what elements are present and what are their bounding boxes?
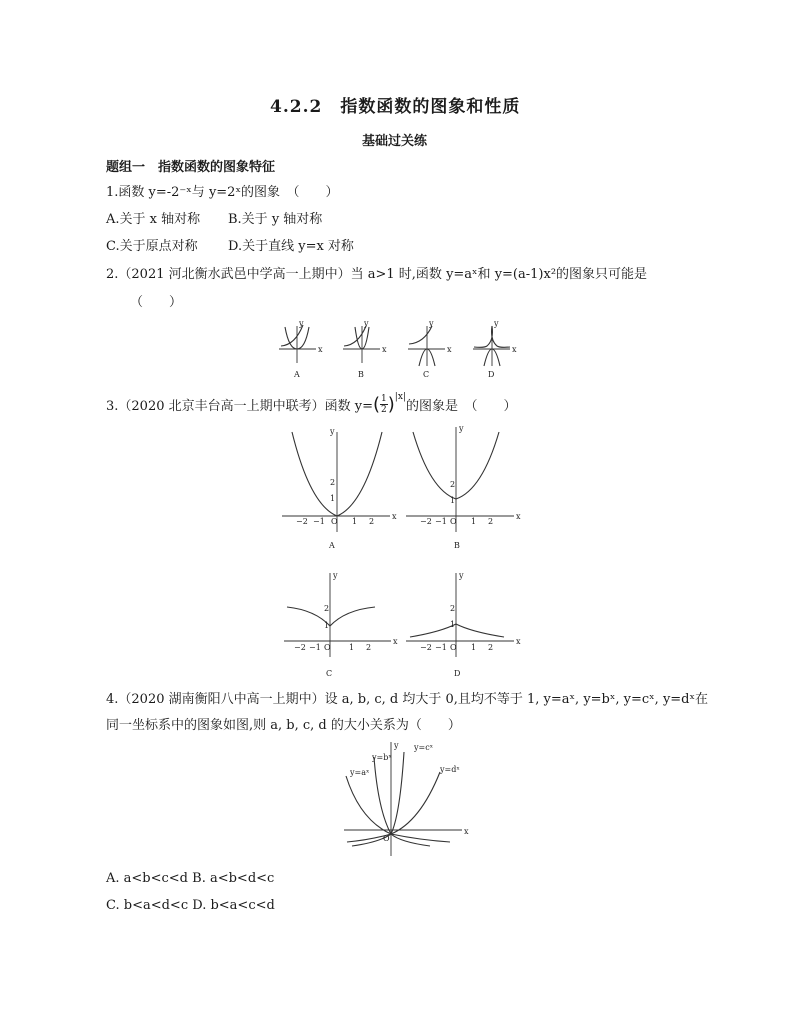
q3-b-xtick-2: 2 — [488, 517, 494, 526]
q3-a-caption: A — [329, 541, 335, 550]
q1-option-a: A.关于 x 轴对称 — [106, 212, 201, 227]
q3-c-ytick-2: 2 — [324, 604, 330, 613]
q4-stem-line1: 4.（2020 湖南衡阳八中高一上期中）设 a, b, c, d 均大于 0,且均不等于 1, y=aˣ, y=bˣ, y=cˣ, y=dˣ在 — [106, 692, 709, 707]
q2-d-x-label: x — [512, 345, 517, 354]
q3-right-paren: ) — [387, 394, 395, 415]
q3-a-origin: O — [331, 517, 338, 526]
q1-option-c: C.关于原点对称 — [106, 239, 198, 254]
q2-a-caption: A — [294, 370, 300, 379]
q3-a-ytick-2: 2 — [330, 478, 336, 487]
q3-d-caption: D — [454, 669, 461, 678]
q2-a-x-label: x — [318, 345, 323, 354]
q3-d-x-label: x — [516, 637, 521, 646]
q3-a-xtick-2: 2 — [369, 517, 375, 526]
q3-d-xtick-neg1: −1 — [435, 643, 447, 652]
q2-c-y-label: y — [429, 319, 434, 328]
q3-c-xtick-neg1: −1 — [309, 643, 321, 652]
q4-stem-line2: 同一坐标系中的图象如图,则 a, b, c, d 的大小关系为（ ） — [106, 718, 461, 733]
q2-b-y-label: y — [364, 319, 369, 328]
q3-a-y-label: y — [330, 427, 335, 436]
section-subtitle: 基础过关练 — [362, 134, 428, 149]
q3-d-ytick-2: 2 — [450, 604, 456, 613]
group-heading: 题组一 指数函数的图象特征 — [106, 160, 276, 175]
q4-curve-label-b: y=bˣ — [372, 753, 392, 762]
q3-c-xtick-2: 2 — [366, 643, 372, 652]
q3-c-x-label: x — [393, 637, 398, 646]
q3-b-xtick-neg2: −2 — [420, 517, 432, 526]
q3-b-xtick-1: 1 — [471, 517, 477, 526]
q4-x-label: x — [464, 827, 469, 836]
q4-curve-label-a: y=aˣ — [350, 768, 370, 777]
q3-b-x-label: x — [516, 512, 521, 521]
q3-fraction-denominator: 2 — [381, 405, 387, 415]
q3-left-paren: ( — [373, 394, 381, 415]
q3-c-caption: C — [326, 669, 333, 678]
q4-curve-label-c: y=cˣ — [414, 743, 434, 752]
q3-fraction-numerator: 1 — [381, 394, 387, 404]
q3-a-x-label: x — [392, 512, 397, 521]
q3-stem-suffix: 的图象是 （ ） — [405, 399, 517, 414]
q4-origin: O — [383, 834, 390, 843]
q3-a-xtick-neg2: −2 — [296, 517, 308, 526]
q2-b-x-label: x — [382, 345, 387, 354]
q3-b-origin: O — [450, 517, 457, 526]
q2-answer-blank: （ ） — [130, 295, 183, 310]
q3-stem-prefix: 3.（2020 北京丰台高一上期中联考）函数 y= — [106, 399, 373, 414]
q2-b-caption: B — [358, 370, 364, 379]
q4-y-label: y — [394, 741, 399, 750]
q3-c-ytick-1: 1 — [324, 621, 330, 630]
q2-d-y-label: y — [494, 319, 499, 328]
q2-c-x-label: x — [447, 345, 452, 354]
q2-c-caption: C — [423, 370, 430, 379]
q3-d-ytick-1: 1 — [450, 620, 456, 629]
q3-b-ytick-2: 2 — [450, 480, 456, 489]
q3-b-y-label: y — [459, 424, 464, 433]
q3-b-ytick-1: 1 — [450, 496, 456, 505]
q3-c-xtick-1: 1 — [349, 643, 355, 652]
q2-d-caption: D — [488, 370, 495, 379]
q3-d-xtick-2: 2 — [488, 643, 494, 652]
q1-stem: 1.函数 y=-2⁻ˣ与 y=2ˣ的图象 （ ） — [106, 185, 339, 200]
q2-stem: 2.（2021 河北衡水武邑中学高一上期中）当 a>1 时,函数 y=aˣ和 y=(a-1)x²的图象只可能是 — [106, 267, 648, 282]
q3-d-y-label: y — [459, 571, 464, 580]
q2-a-y-label: y — [299, 319, 304, 328]
q1-option-d: D.关于直线 y=x 对称 — [228, 239, 354, 254]
q3-b-caption: B — [454, 541, 460, 550]
q3-a-xtick-neg1: −1 — [313, 517, 325, 526]
q3-d-origin: O — [450, 643, 457, 652]
q3-c-xtick-neg2: −2 — [294, 643, 306, 652]
q3-a-ytick-1: 1 — [330, 494, 336, 503]
page-title: 4.2.2 指数函数的图象和性质 — [270, 97, 521, 117]
q4-options-cd: C. b<a<d<c D. b<a<c<d — [106, 898, 275, 913]
q4-graph — [344, 741, 469, 856]
q4-curve-label-d: y=dˣ — [440, 765, 460, 774]
q3-a-xtick-1: 1 — [352, 517, 358, 526]
q1-option-b: B.关于 y 轴对称 — [228, 212, 323, 227]
q3-b-xtick-neg1: −1 — [435, 517, 447, 526]
q3-d-xtick-1: 1 — [471, 643, 477, 652]
q3-c-origin: O — [324, 643, 331, 652]
q4-options-ab: A. a<b<c<d B. a<b<d<c — [106, 871, 275, 886]
q3-c-y-label: y — [333, 571, 338, 580]
q3-d-xtick-neg2: −2 — [420, 643, 432, 652]
q3-exponent: |x| — [394, 391, 406, 402]
